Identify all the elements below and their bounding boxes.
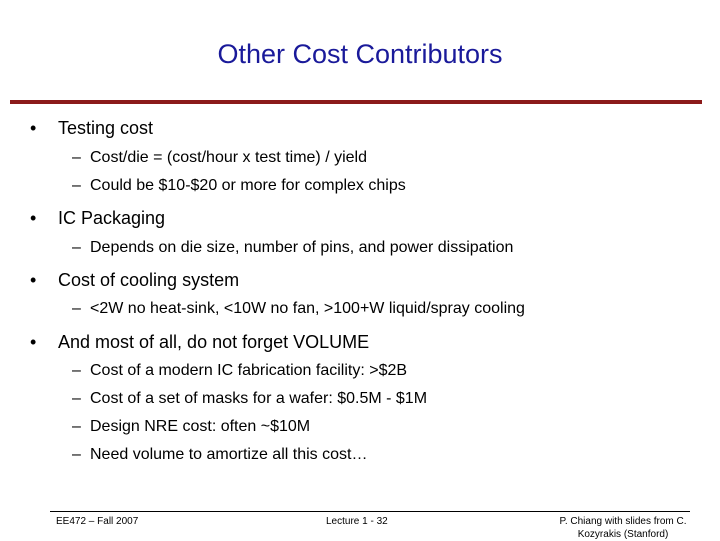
bullet-text: IC Packaging bbox=[58, 208, 166, 228]
bullet-icon: • bbox=[30, 270, 37, 290]
sub-bullet-text: Cost/die = (cost/hour x test time) / yield bbox=[90, 149, 367, 166]
bullet-ic-packaging bbox=[30, 206, 165, 230]
dash-icon: – bbox=[72, 239, 81, 256]
bullet-text: Testing cost bbox=[58, 118, 154, 138]
dash-icon: – bbox=[72, 362, 81, 379]
sub-bullet bbox=[72, 147, 367, 169]
sub-bullet bbox=[72, 175, 406, 197]
sub-bullet bbox=[72, 416, 310, 438]
bullet-text: And most of all, do not forget VOLUME bbox=[58, 332, 370, 352]
bullet-cooling bbox=[30, 268, 239, 292]
dash-icon: – bbox=[72, 300, 81, 317]
sub-bullet-text: <2W no heat-sink, <10W no fan, >100+W liquid/spray cooling bbox=[90, 300, 525, 317]
bullet-icon: • bbox=[30, 332, 37, 352]
sub-bullet-text: Could be $10-$20 or more for complex chips bbox=[90, 177, 406, 194]
dash-icon: – bbox=[72, 446, 81, 463]
dash-icon: – bbox=[72, 390, 81, 407]
slide-title: Other Cost Contributors bbox=[217, 39, 503, 69]
footer-credits-line2: Kozyrakis (Stanford) bbox=[577, 529, 669, 540]
sub-bullet-text: Need volume to amortize all this cost… bbox=[90, 446, 368, 463]
sub-bullet-text: Cost of a modern IC fabrication facility: >$2B bbox=[90, 362, 408, 379]
footer-credits-line1: P. Chiang with slides from C. bbox=[559, 516, 687, 527]
sub-bullet bbox=[72, 360, 407, 382]
footer-divider bbox=[50, 511, 690, 512]
dash-icon: – bbox=[72, 149, 81, 166]
footer-course: EE472 – Fall 2007 bbox=[56, 516, 139, 527]
sub-bullet-text: Depends on die size, number of pins, and power dissipation bbox=[90, 239, 514, 256]
sub-bullet-text: Cost of a set of masks for a wafer: $0.5M - $1M bbox=[90, 390, 428, 407]
bullet-icon: • bbox=[30, 118, 37, 138]
dash-icon: – bbox=[72, 418, 81, 435]
bullet-testing-cost bbox=[30, 116, 153, 140]
bullet-text: Cost of cooling system bbox=[58, 270, 240, 290]
bullet-icon: • bbox=[30, 208, 37, 228]
sub-bullet bbox=[72, 388, 427, 410]
title-divider bbox=[10, 100, 702, 104]
sub-bullet bbox=[72, 298, 525, 320]
sub-bullet-text: Design NRE cost: often ~$10M bbox=[90, 418, 311, 435]
sub-bullet bbox=[72, 237, 513, 259]
sub-bullet bbox=[72, 444, 367, 466]
footer-credits bbox=[548, 515, 698, 541]
bullet-volume bbox=[30, 330, 369, 354]
footer-lecture: Lecture 1 - 32 bbox=[326, 516, 388, 527]
dash-icon: – bbox=[72, 177, 81, 194]
